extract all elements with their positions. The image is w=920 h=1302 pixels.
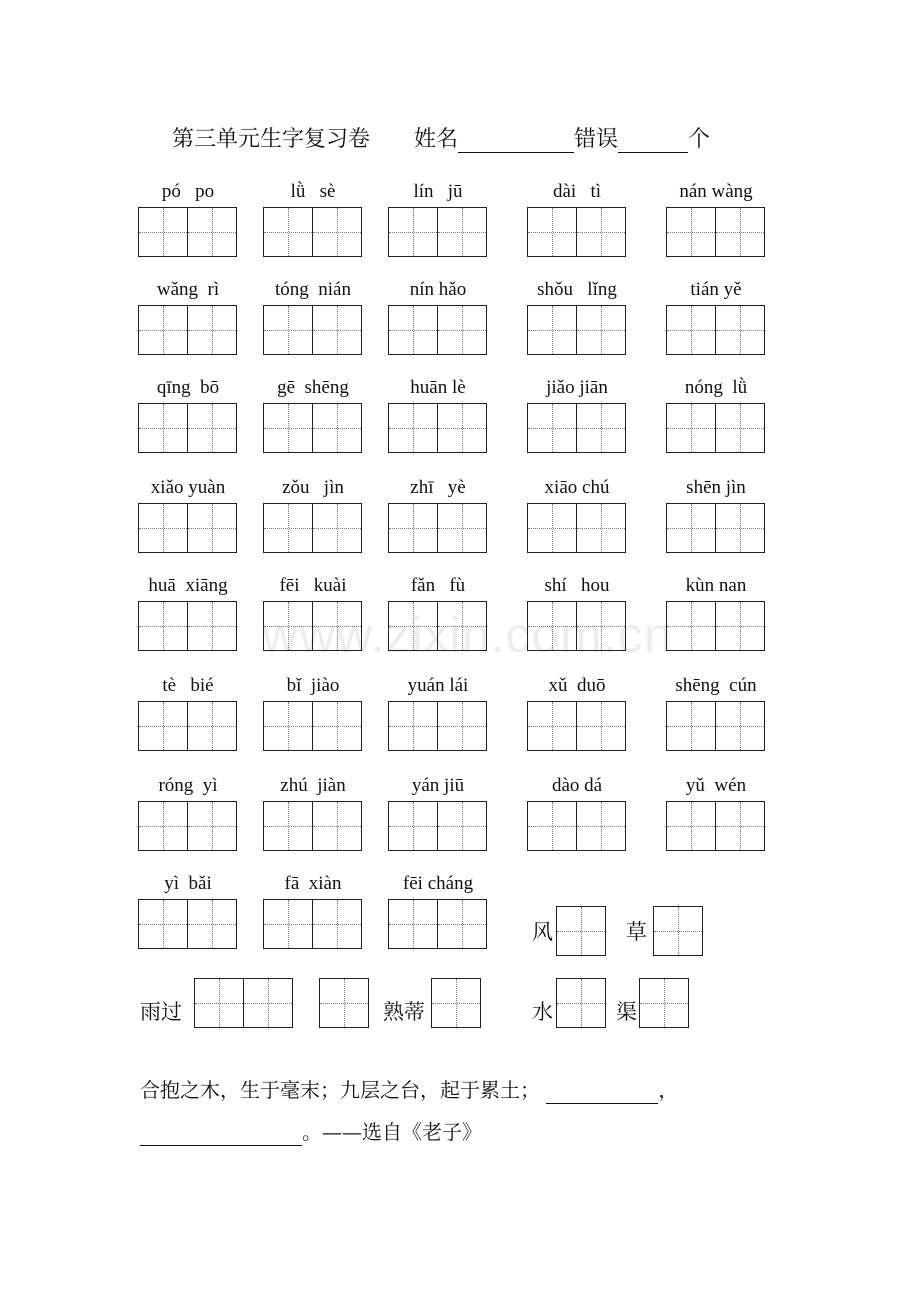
writing-boxes[interactable]: [527, 403, 626, 453]
pinyin-label: huān lè: [410, 377, 466, 398]
writing-boxes[interactable]: [138, 601, 237, 651]
pinyin-label: zhú jiàn: [280, 775, 346, 796]
writing-boxes[interactable]: [263, 601, 362, 651]
pinyin-label: nán wàng: [679, 181, 753, 202]
writing-boxes[interactable]: [388, 403, 487, 453]
pinyin-label: kùn nan: [685, 575, 747, 596]
pinyin-label: fǎn fù: [410, 575, 466, 596]
writing-boxes[interactable]: [263, 801, 362, 851]
pinyin-label: pó po: [161, 181, 215, 202]
pinyin-label: tóng nián: [275, 279, 351, 300]
writing-boxes[interactable]: [388, 207, 487, 257]
fill-char-shu-di: 熟蒂: [383, 1000, 425, 1024]
pinyin-label: tè bié: [162, 675, 214, 696]
box-before-shu-di[interactable]: [319, 978, 369, 1028]
writing-boxes[interactable]: [263, 503, 362, 553]
name-label: 姓名: [414, 127, 459, 152]
writing-boxes[interactable]: [388, 899, 487, 949]
errors-label: 错误: [574, 127, 619, 152]
pinyin-label: qīng bō: [156, 377, 220, 398]
writing-boxes[interactable]: [666, 207, 765, 257]
pinyin-label: shēng cún: [675, 675, 757, 696]
pinyin-label: zhī yè: [410, 477, 466, 498]
boxes-after-yu-guo[interactable]: [194, 978, 293, 1028]
pinyin-label: fēi cháng: [402, 873, 474, 894]
pinyin-label: lín jū: [413, 181, 463, 202]
watermark: www.zixin.com.cn: [262, 607, 673, 663]
writing-boxes[interactable]: [527, 503, 626, 553]
writing-boxes[interactable]: [666, 801, 765, 851]
pinyin-label: róng yì: [158, 775, 218, 796]
pinyin-label: xǔ duō: [548, 675, 606, 696]
page-title: [172, 122, 710, 153]
fill-char-feng: 风: [532, 920, 553, 944]
fill-char-yu-guo: 雨过: [140, 1000, 182, 1024]
fill-char-qu: 渠: [616, 1000, 637, 1024]
writing-boxes[interactable]: [666, 503, 765, 553]
pinyin-label: shǒu lǐng: [537, 279, 617, 300]
pinyin-label: shēn jìn: [686, 477, 746, 498]
box-after-cao[interactable]: [653, 906, 703, 956]
writing-boxes[interactable]: [138, 207, 237, 257]
writing-boxes[interactable]: [388, 801, 487, 851]
poem-comma: ，: [658, 1078, 679, 1102]
writing-boxes[interactable]: [666, 601, 765, 651]
writing-boxes[interactable]: [138, 503, 237, 553]
writing-boxes[interactable]: [388, 503, 487, 553]
writing-boxes[interactable]: [263, 403, 362, 453]
pinyin-label: nín hǎo: [409, 279, 467, 300]
writing-boxes[interactable]: [388, 701, 487, 751]
fill-char-shui: 水: [532, 1000, 553, 1024]
pinyin-label: yuán lái: [407, 675, 469, 696]
pinyin-label: yán jiū: [411, 775, 465, 796]
writing-boxes[interactable]: [263, 305, 362, 355]
writing-boxes[interactable]: [527, 601, 626, 651]
writing-boxes[interactable]: [527, 207, 626, 257]
poem-line-1: [140, 1076, 678, 1104]
writing-boxes[interactable]: [138, 801, 237, 851]
pinyin-label: yì bǎi: [164, 873, 212, 894]
pinyin-label: zǒu jìn: [282, 477, 344, 498]
pinyin-label: fā xiàn: [284, 873, 342, 894]
pinyin-label: dài tì: [552, 181, 602, 202]
fill-char-cao: 草: [626, 920, 647, 944]
writing-boxes[interactable]: [666, 403, 765, 453]
writing-boxes[interactable]: [263, 899, 362, 949]
poem-text: 合抱之木，生于毫末；九层之台，起于累土；: [140, 1078, 540, 1102]
box-after-qu[interactable]: [639, 978, 689, 1028]
writing-boxes[interactable]: [527, 801, 626, 851]
poem-blank-1[interactable]: [546, 1083, 658, 1104]
pinyin-label: xiāo chú: [544, 477, 610, 498]
pinyin-label: jiǎo jiān: [546, 377, 608, 398]
pinyin-label: nóng lǜ: [684, 377, 748, 398]
poem-source: 。——选自《老子》: [302, 1120, 482, 1144]
pinyin-label: fēi kuài: [279, 575, 347, 596]
poem-line-2: [140, 1118, 482, 1146]
poem-blank-2[interactable]: [140, 1125, 302, 1146]
name-blank[interactable]: [458, 130, 574, 153]
writing-boxes[interactable]: [388, 601, 487, 651]
writing-boxes[interactable]: [138, 305, 237, 355]
writing-boxes[interactable]: [263, 701, 362, 751]
writing-boxes[interactable]: [138, 701, 237, 751]
errors-unit: 个: [688, 127, 711, 152]
pinyin-label: wǎng rì: [156, 279, 220, 300]
writing-boxes[interactable]: [138, 899, 237, 949]
errors-blank[interactable]: [618, 130, 688, 153]
worksheet-title: 第三单元生字复习卷: [172, 127, 371, 152]
box-after-shu-di[interactable]: [431, 978, 481, 1028]
writing-boxes[interactable]: [263, 207, 362, 257]
writing-boxes[interactable]: [527, 701, 626, 751]
pinyin-label: xiǎo yuàn: [150, 477, 226, 498]
box-after-feng[interactable]: [556, 906, 606, 956]
writing-boxes[interactable]: [666, 701, 765, 751]
writing-boxes[interactable]: [388, 305, 487, 355]
pinyin-label: dào dá: [551, 775, 603, 796]
pinyin-label: tián yě: [690, 279, 742, 300]
writing-boxes[interactable]: [138, 403, 237, 453]
pinyin-label: lǜ sè: [290, 181, 336, 202]
pinyin-label: huā xiāng: [148, 575, 228, 596]
pinyin-label: gē shēng: [277, 377, 349, 398]
box-after-shui[interactable]: [556, 978, 606, 1028]
pinyin-label: yǔ wén: [685, 775, 747, 796]
pinyin-label: bǐ jiào: [286, 675, 340, 696]
pinyin-label: shí hou: [544, 575, 610, 596]
writing-boxes[interactable]: [527, 305, 626, 355]
writing-boxes[interactable]: [666, 305, 765, 355]
